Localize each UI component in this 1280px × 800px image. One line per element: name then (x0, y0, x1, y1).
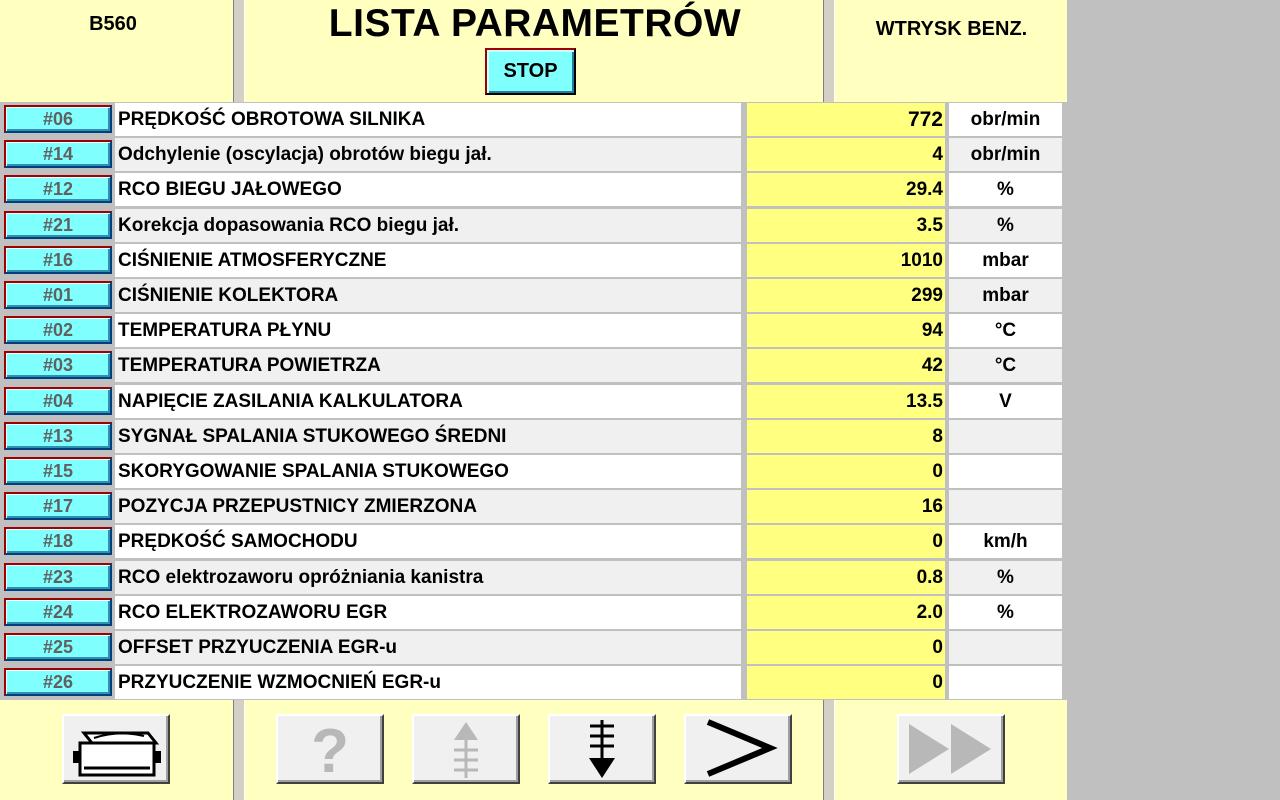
parameter-name: POZYCJA PRZEPUSTNICY ZMIERZONA (115, 490, 741, 523)
next-button[interactable] (684, 714, 792, 784)
scroll-down-icon (550, 716, 654, 782)
parameter-value: 3.5 (747, 209, 945, 242)
parameter-table (0, 102, 1067, 700)
parameter-id-button[interactable]: #25 (4, 633, 112, 661)
parameter-unit (949, 666, 1062, 699)
parameter-value: 42 (747, 349, 945, 382)
parameter-name: TEMPERATURA PŁYNU (115, 314, 741, 347)
parameter-unit: mbar (949, 279, 1062, 312)
printer-icon (64, 716, 168, 782)
parameter-unit: mbar (949, 244, 1062, 277)
table-row (0, 313, 1067, 348)
parameter-name: Korekcja dopasowania RCO biegu jał. (115, 209, 741, 242)
parameter-value: 299 (747, 279, 945, 312)
parameter-value: 94 (747, 314, 945, 347)
table-row (0, 243, 1067, 278)
parameter-value: 0 (747, 631, 945, 664)
parameter-value: 4 (747, 138, 945, 171)
parameter-name: PRĘDKOŚĆ SAMOCHODU (115, 525, 741, 558)
parameter-id-button[interactable]: #21 (4, 211, 112, 239)
parameter-unit: °C (949, 314, 1062, 347)
next-icon (686, 716, 790, 782)
table-row (0, 137, 1067, 172)
parameter-value: 2.0 (747, 596, 945, 629)
parameter-id-button[interactable]: #26 (4, 668, 112, 696)
parameter-id-button[interactable]: #01 (4, 281, 112, 309)
parameter-unit (949, 490, 1062, 523)
parameter-value: 0 (747, 666, 945, 699)
footer-nav-panel (244, 700, 824, 800)
table-row (0, 524, 1067, 559)
fast-forward-button[interactable] (897, 714, 1005, 784)
parameter-id-button[interactable]: #02 (4, 316, 112, 344)
parameter-id-button[interactable]: #06 (4, 105, 112, 133)
table-row (0, 208, 1067, 243)
svg-text:?: ? (311, 717, 349, 782)
table-row (0, 348, 1067, 383)
help-icon (278, 716, 382, 782)
table-row (0, 560, 1067, 595)
parameter-id-button[interactable]: #04 (4, 387, 112, 415)
system-mode-label: WTRYSK BENZ. (875, 18, 1028, 40)
table-row (0, 419, 1067, 454)
parameter-id-button[interactable]: #15 (4, 457, 112, 485)
parameter-name: RCO ELEKTROZAWORU EGR (115, 596, 741, 629)
parameter-name: NAPIĘCIE ZASILANIA KALKULATORA (115, 385, 741, 418)
parameter-unit: % (949, 561, 1062, 594)
parameter-unit: km/h (949, 525, 1062, 558)
parameter-id-button[interactable]: #16 (4, 246, 112, 274)
table-row (0, 172, 1067, 207)
parameter-unit (949, 420, 1062, 453)
footer-left-panel (0, 700, 234, 800)
parameter-value: 29.4 (747, 173, 945, 206)
parameter-id-button[interactable]: #24 (4, 598, 112, 626)
parameter-unit (949, 631, 1062, 664)
parameter-unit: obr/min (949, 103, 1062, 136)
parameter-value: 0 (747, 525, 945, 558)
page-title: LISTA PARAMETRÓW (328, 2, 742, 45)
table-row (0, 595, 1067, 630)
parameter-name: CIŚNIENIE KOLEKTORA (115, 279, 741, 312)
table-row (0, 102, 1067, 137)
parameter-value: 772 (747, 103, 945, 136)
table-row (0, 665, 1067, 700)
parameter-name: PRZYUCZENIE WZMOCNIEŃ EGR-u (115, 666, 741, 699)
help-button[interactable] (276, 714, 384, 784)
stop-button[interactable]: STOP (485, 48, 576, 95)
parameter-id-button[interactable]: #23 (4, 563, 112, 591)
parameter-id-button[interactable]: #03 (4, 351, 112, 379)
parameter-unit: V (949, 385, 1062, 418)
parameter-name: RCO BIEGU JAŁOWEGO (115, 173, 741, 206)
print-button[interactable] (62, 714, 170, 784)
parameter-name: TEMPERATURA POWIETRZA (115, 349, 741, 382)
parameter-unit: °C (949, 349, 1062, 382)
parameter-name: PRĘDKOŚĆ OBROTOWA SILNIKA (115, 103, 741, 136)
scroll-down-button[interactable] (548, 714, 656, 784)
parameter-id-button[interactable]: #12 (4, 175, 112, 203)
table-row (0, 454, 1067, 489)
parameter-name: RCO elektrozaworu opróżniania kanistra (115, 561, 741, 594)
parameter-id-button[interactable]: #17 (4, 492, 112, 520)
table-row (0, 278, 1067, 313)
footer-right-panel (834, 700, 1067, 800)
header-title-panel (244, 0, 824, 102)
table-row (0, 384, 1067, 419)
parameter-name: CIŚNIENIE ATMOSFERYCZNE (115, 244, 741, 277)
parameter-name: OFFSET PRZYUCZENIA EGR-u (115, 631, 741, 664)
table-row (0, 630, 1067, 665)
parameter-unit: obr/min (949, 138, 1062, 171)
header-right-panel (834, 0, 1067, 102)
parameter-name: Odchylenie (oscylacja) obrotów biegu jał. (115, 138, 741, 171)
parameter-value: 13.5 (747, 385, 945, 418)
parameter-id-button[interactable]: #18 (4, 527, 112, 555)
scroll-up-icon (414, 716, 518, 782)
fast-forward-icon (899, 716, 1003, 782)
parameter-unit: % (949, 596, 1062, 629)
header-left-panel (0, 0, 234, 102)
parameter-id-button[interactable]: #13 (4, 422, 112, 450)
parameter-unit (949, 455, 1062, 488)
parameter-unit: % (949, 209, 1062, 242)
parameter-value: 0.8 (747, 561, 945, 594)
table-row (0, 489, 1067, 524)
scroll-up-button[interactable] (412, 714, 520, 784)
vehicle-code: B560 (89, 13, 137, 35)
parameter-value: 8 (747, 420, 945, 453)
parameter-value: 1010 (747, 244, 945, 277)
parameter-name: SYGNAŁ SPALANIA STUKOWEGO ŚREDNI (115, 420, 741, 453)
parameter-name: SKORYGOWANIE SPALANIA STUKOWEGO (115, 455, 741, 488)
parameter-id-button[interactable]: #14 (4, 140, 112, 168)
parameter-value: 16 (747, 490, 945, 523)
parameter-value: 0 (747, 455, 945, 488)
parameter-unit: % (949, 173, 1062, 206)
